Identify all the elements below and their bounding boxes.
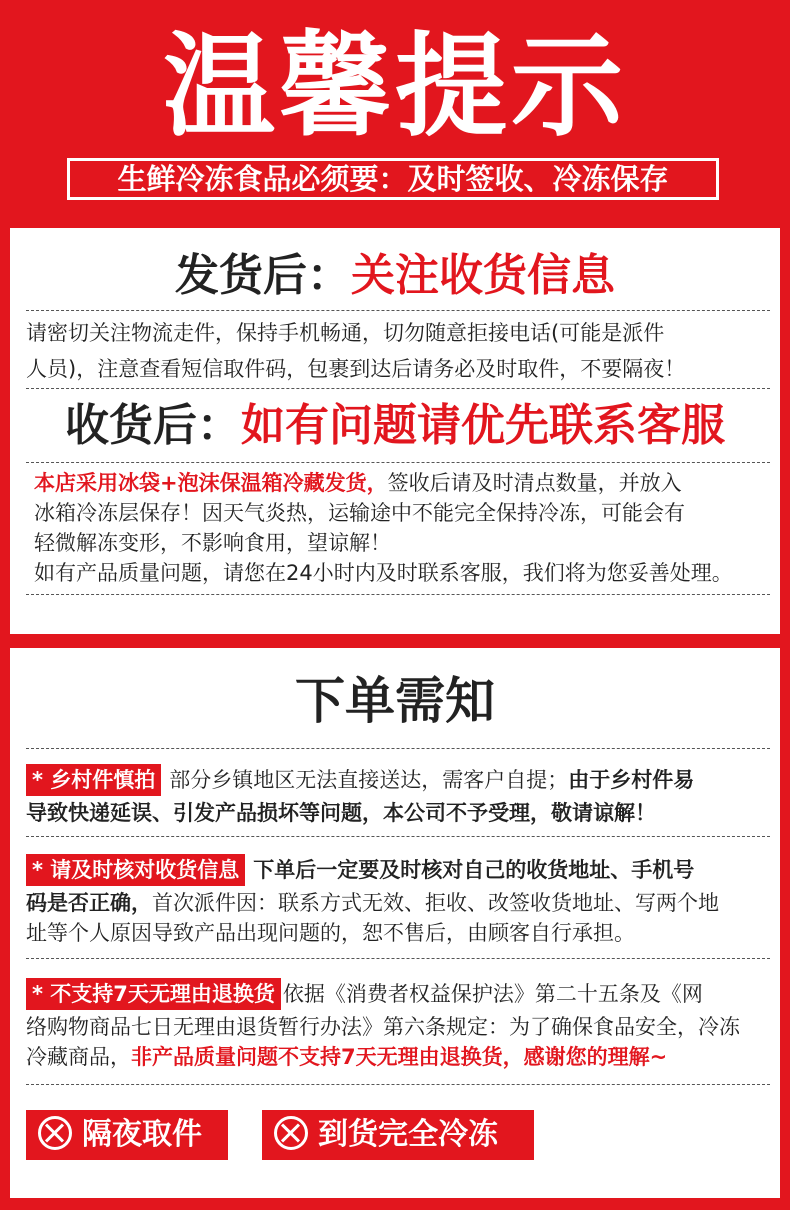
fully-frozen-label: 到货完全冷冻 bbox=[318, 1117, 498, 1152]
no-overnight-label: 隔夜取件 bbox=[82, 1117, 202, 1152]
after-receipt-line-3: 轻微解冻变形，不影响食用，望谅解！ bbox=[34, 531, 391, 555]
hero-title: 温馨提示 bbox=[163, 22, 627, 152]
after-receipt-heading-prefix: 收货后： bbox=[65, 400, 241, 451]
after-receipt-text bbox=[34, 468, 733, 588]
after-shipping-heading-highlight: 关注收货信息 bbox=[351, 250, 615, 301]
no-return-tag: * 不支持7天无理由退换货 bbox=[26, 978, 281, 1010]
hero-subtitle: 生鲜冷冻食品必须要：及时签收、冷冻保存 bbox=[67, 158, 719, 200]
no-return-notice bbox=[26, 978, 740, 1072]
verify-line-3: 址等个人原因导致产品出现问题的，恕不售后，由顾客自行承担。 bbox=[26, 921, 635, 945]
rural-tag: * 乡村件慎拍 bbox=[26, 764, 161, 796]
after-receipt-heading bbox=[10, 398, 780, 454]
verify-line-2-bold: 码是否正确， bbox=[26, 891, 152, 915]
divider bbox=[26, 594, 770, 595]
after-receipt-line-4: 如有产品质量问题，请您在24小时内及时联系客服，我们将为您妥善处理。 bbox=[34, 561, 733, 585]
after-receipt-line-1 bbox=[34, 468, 733, 498]
divider bbox=[26, 388, 770, 389]
rural-line-2: 导致快递延误、引发产品损坏等问题，本公司不予受理，敬请谅解！ bbox=[26, 801, 656, 825]
after-shipping-line-1: 请密切关注物流走件，保持手机畅通，切勿随意拒接电话(可能是派件 bbox=[26, 321, 665, 345]
rural-line-1-bold: 由于乡村件易 bbox=[568, 768, 695, 792]
no-return-line-3-rest: 冷藏商品， bbox=[26, 1045, 131, 1069]
after-receipt-heading-highlight: 如有问题请优先联系客服 bbox=[241, 400, 725, 451]
order-notice-title-text: 下单需知 bbox=[295, 672, 495, 730]
fully-frozen-badge bbox=[262, 1110, 534, 1160]
after-shipping-heading-prefix: 发货后： bbox=[175, 250, 351, 301]
after-shipping-text bbox=[26, 318, 685, 384]
circle-x-icon bbox=[38, 1116, 72, 1150]
no-return-line-1-rest: 依据《消费者权益保护法》第二十五条及《网 bbox=[282, 982, 703, 1006]
rural-line-1-rest: 部分乡镇地区无法直接送达，需客户自提； bbox=[169, 768, 569, 792]
divider bbox=[26, 958, 770, 959]
verify-tag: * 请及时核对收货信息 bbox=[26, 854, 245, 886]
verify-line-2-rest: 首次派件因：联系方式无效、拒收、改签收货地址、写两个地 bbox=[152, 891, 719, 915]
divider bbox=[26, 1084, 770, 1085]
verify-line-1-bold: 下单后一定要及时核对自己的收货地址、手机号 bbox=[253, 858, 695, 882]
divider bbox=[26, 462, 770, 463]
order-notice-title bbox=[10, 670, 780, 732]
circle-x-icon bbox=[274, 1116, 308, 1150]
divider bbox=[26, 748, 770, 749]
after-receipt-line-2: 冰箱冷冻层保存！因天气炎热，运输途中不能完全保持冷冻，可能会有 bbox=[34, 501, 685, 525]
no-return-line-3-red: 非产品质量问题不支持7天无理由退换货，感谢您的理解~ bbox=[131, 1045, 668, 1069]
no-return-line-2: 络购物商品七日无理由退货暂行办法》第六条规定：为了确保食品安全，冷冻 bbox=[26, 1015, 740, 1039]
after-shipping-line-2: 人员)，注意查看短信取件码，包裹到达后请务必及时取件，不要隔夜！ bbox=[26, 357, 686, 381]
shipping-info-panel bbox=[10, 228, 780, 634]
after-shipping-heading bbox=[10, 248, 780, 304]
verify-notice bbox=[26, 854, 719, 948]
no-overnight-pickup-badge bbox=[26, 1110, 228, 1160]
divider bbox=[26, 836, 770, 837]
after-receipt-line-1-rest: 签收后请及时清点数量，并放入 bbox=[387, 471, 682, 495]
rural-notice bbox=[26, 764, 694, 828]
after-receipt-line-1-red: 本店采用冰袋+泡沫保温箱冷藏发货， bbox=[34, 471, 388, 495]
divider bbox=[26, 310, 770, 311]
